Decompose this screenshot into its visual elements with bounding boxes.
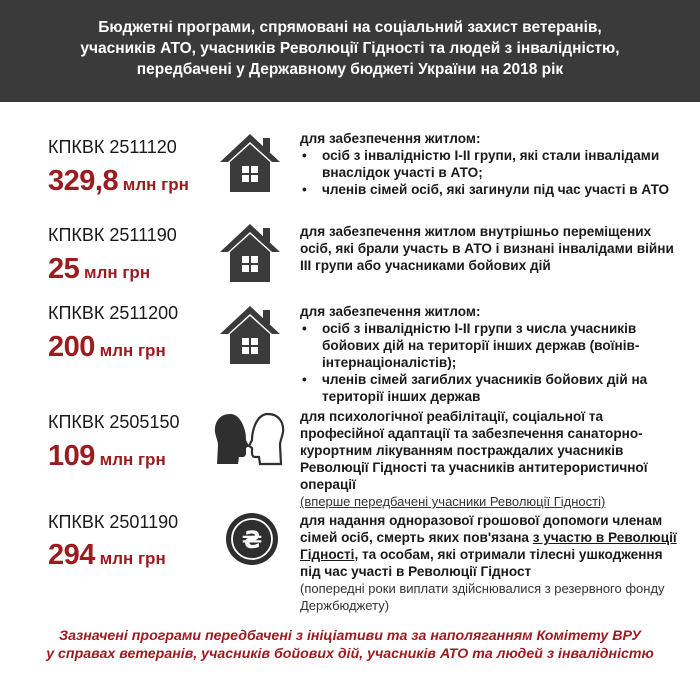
heads-icon	[212, 410, 286, 466]
program-code: КПКВК 2511120	[48, 137, 177, 157]
program-description	[300, 303, 680, 405]
program-description	[300, 130, 680, 198]
program-amount	[48, 165, 189, 198]
program-amount	[48, 253, 150, 286]
amount-value: 294	[48, 539, 95, 571]
program-code: КПКВК 2511190	[48, 225, 177, 245]
list-item: • членів сімей осіб, які загинули під час участі в АТО	[300, 181, 680, 198]
description-title: для забезпечення житлом:	[300, 131, 481, 146]
program-code: КПКВК 2505150	[48, 412, 180, 432]
header-line-3: передбачені у Державному бюджеті України на 2018 рік	[136, 61, 564, 78]
program-amount	[48, 440, 166, 473]
footer-line-2: у справах ветеранів, учасників бойових дій, учасників АТО та людей з інвалідністю	[46, 646, 654, 662]
amount-value: 109	[48, 440, 95, 472]
list-item: • осіб з інвалідністю I-II групи з числа учасників бойових дій на території інших держав (воїнів-інтернаціоналістів);	[300, 320, 680, 371]
amount-unit: млн грн	[94, 450, 166, 469]
description-title: для забезпечення житлом:	[300, 304, 481, 319]
header-line-2: учасників АТО, учасників Революції Гідності та людей з інвалідністю,	[80, 40, 620, 57]
description-list	[300, 320, 680, 405]
program-description	[300, 512, 680, 614]
description-text-part: , та особам, які отримали тілесні ушкодження під час участі в Революції Гідност	[300, 547, 663, 579]
program-code: КПКВК 2501190	[48, 512, 179, 532]
amount-unit: млн грн	[94, 549, 166, 568]
header-line-1: Бюджетні програми, спрямовані на соціальний захист ветеранів,	[98, 19, 602, 36]
description-note: (попередні роки виплати здійснювалися з резервного фонду Держбюджету)	[300, 581, 665, 613]
amount-value: 25	[48, 253, 80, 285]
program-description	[300, 408, 680, 510]
footer-note	[0, 627, 700, 663]
amount-unit: млн грн	[79, 263, 151, 282]
description-text-part: для надання одноразової грошової допомоги членам сімей осіб, смерть яких пов'язана	[300, 513, 663, 545]
description-text: для психологічної реабілітації, соціальної та професійної адаптації та забезпечення санаторно-курортним лікуванням постраждалих учасників Революції Гідності та учасників антитерористичної операції	[300, 409, 648, 492]
list-item: • осіб з інвалідністю I-II групи, які стали інвалідами внаслідок участі в АТО;	[300, 147, 680, 181]
description-text-underlined: з участю в Революції Гідності	[300, 530, 677, 562]
program-amount	[48, 539, 166, 572]
house-icon	[218, 130, 282, 194]
description-note: (вперше передбачені учасники Революції Гідності)	[300, 494, 606, 509]
amount-value: 329,8	[48, 165, 119, 197]
list-item: • членів сімей загиблих учасників бойових дій на території інших держав	[300, 371, 680, 405]
program-code: КПКВК 2511200	[48, 303, 179, 323]
page-header	[0, 0, 700, 102]
house-icon	[218, 302, 282, 366]
hryvnia-coin-icon	[225, 512, 279, 566]
description-text	[300, 512, 680, 580]
description-list	[300, 147, 680, 198]
amount-unit: млн грн	[94, 341, 166, 360]
program-amount	[48, 331, 166, 364]
svg-text:₴: ₴	[241, 526, 263, 554]
footer-line-1: Зазначені програми передбачені з ініціативи та за наполяганням Комітету ВРУ	[58, 628, 642, 644]
program-description: для забезпечення житлом внутрішньо переміщених осіб, які брали участь в АТО і визнані інвалідами війни III групи або учасниками бойових дій	[300, 224, 674, 273]
house-icon	[218, 220, 282, 284]
amount-unit: млн грн	[118, 175, 189, 194]
amount-value: 200	[48, 331, 95, 363]
